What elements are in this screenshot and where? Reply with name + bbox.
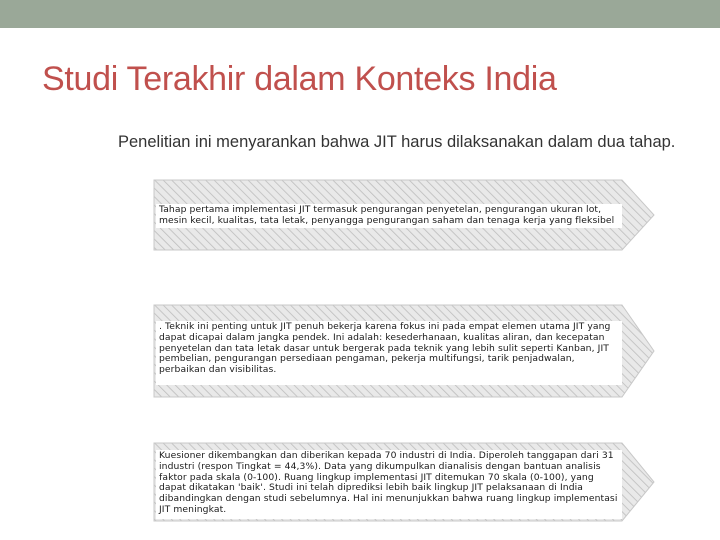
step-1-text: Tahap pertama implementasi JIT termasuk pengurangan penyetelan, pengurangan ukuran lot, mesin kecil, kualitas, tata letak, penyangga pengurangan saham dan tenaga kerja yang fleksibel	[159, 204, 615, 226]
intro-text: Penelitian ini menyarankan bahwa JIT harus dilaksanakan dalam dua tahap.	[118, 133, 676, 151]
slide-title: Studi Terakhir dalam Konteks India	[42, 60, 557, 98]
step-box-1	[154, 180, 658, 250]
top-band	[0, 0, 720, 28]
step-3-text: Kuesioner dikembangkan dan diberikan kepada 70 industri di India. Diperoleh tanggapan dari 31 industri (respon Tingkat = 44,3%). Data yang dikumpulkan dianalisis dengan bantuan analisis faktor pada skala (0-100). Ruang lingkup implementasi JIT ditemukan 70 skala (0-100), yang dapat dikatakan 'baik'. Studi ini telah diprediksi lebih baik lingkup JIT pelaksanaan di India dibandingkan dengan studi sebelumnya. Hal ini menunjukkan bahwa ruang lingkup implementasi JIT meningkat.	[159, 450, 618, 515]
step-box-3	[154, 443, 658, 521]
step-2-text: . Teknik ini penting untuk JIT penuh bekerja karena fokus ini pada empat elemen utama JIT yang dapat dicapai dalam jangka pendek. Ini adalah: kesederhanaan, kualitas aliran, dan kecepatan penyetelan dan tata letak dasar untuk bergerak pada teknik yang lebih sulit seperti Kanban, JIT pembelian, pengurangan persediaan pengaman, pekerja multifungsi, tarik penjadwalan, perbaikan dan visibilitas.	[159, 321, 611, 376]
step-box-2	[154, 305, 658, 397]
